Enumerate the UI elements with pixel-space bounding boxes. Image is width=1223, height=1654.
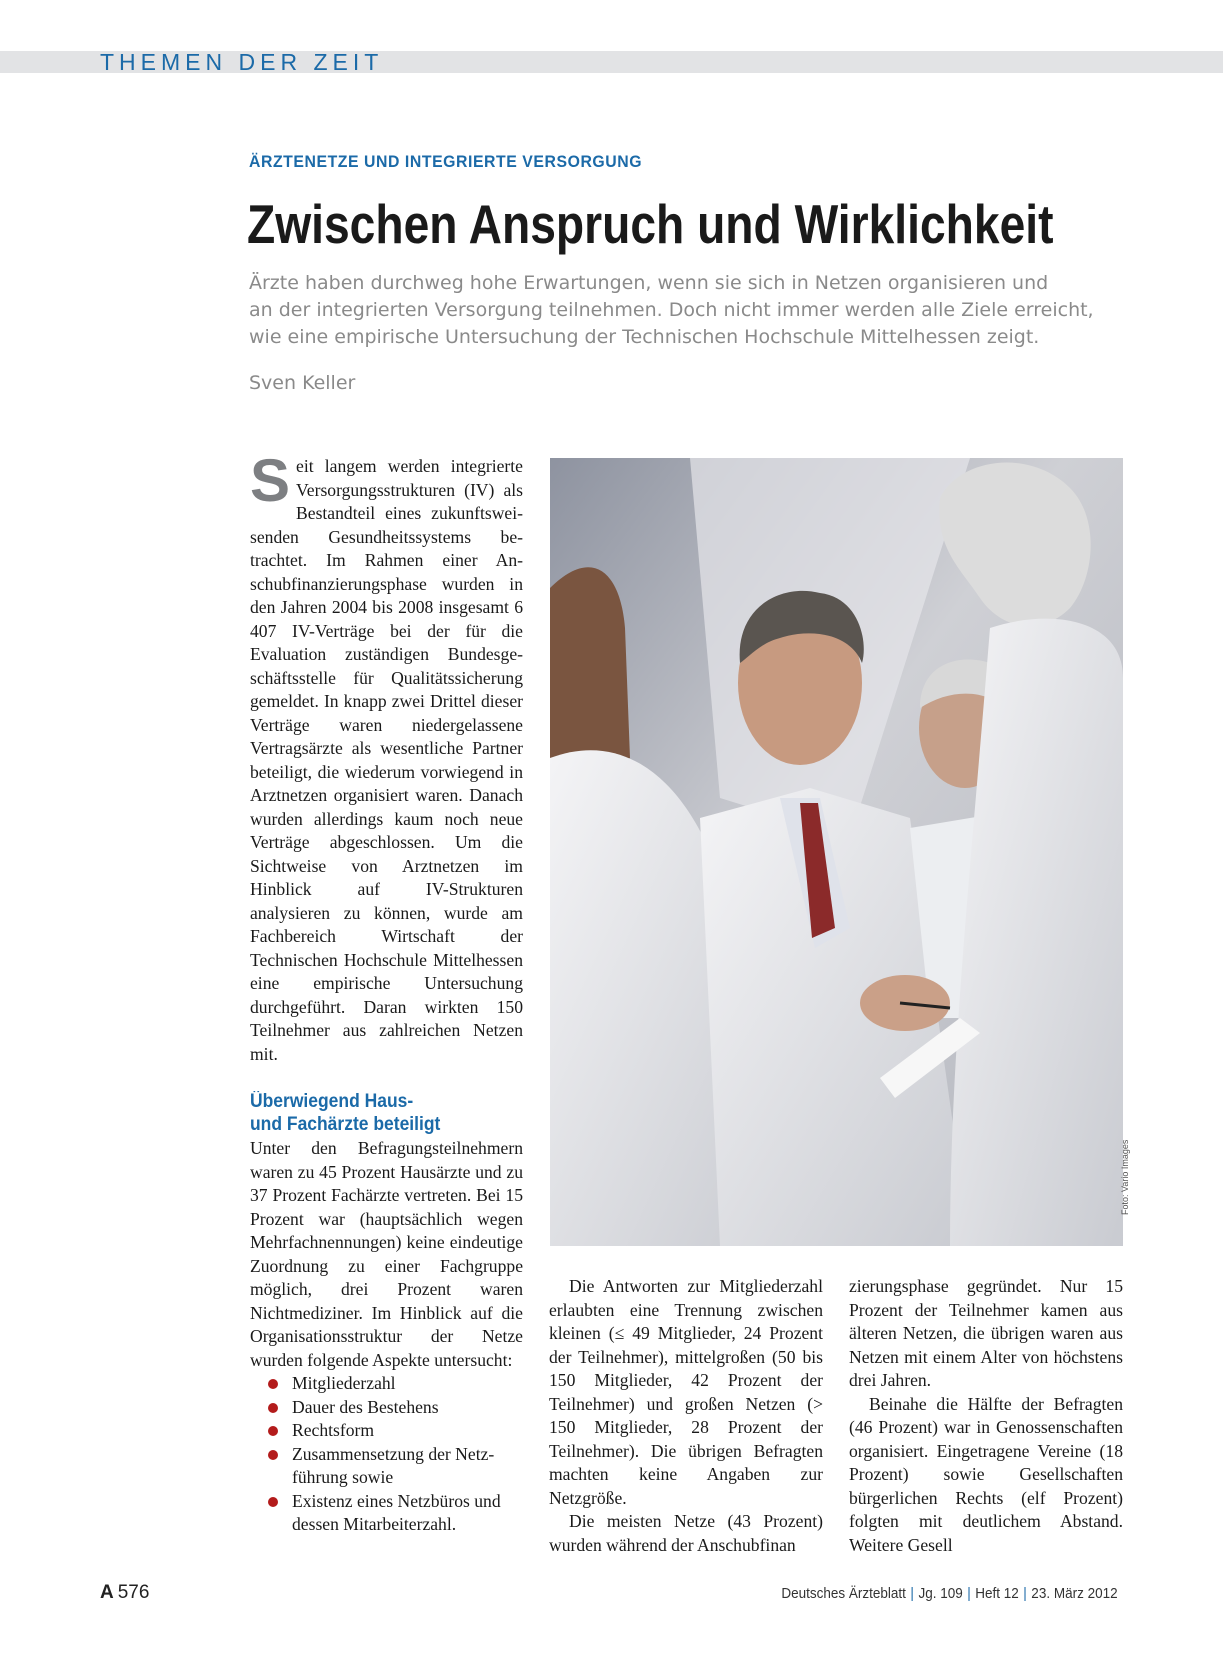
paragraph: zierungsphase gegründet. Nur 15 Prozent der Teilnehmer kamen aus älteren Netzen, die übrigen waren aus Netzen mit einem Alter von höchstens drei Jahren.	[849, 1276, 1123, 1390]
divider: |	[910, 1585, 915, 1602]
page-prefix: A	[100, 1582, 114, 1603]
paragraph: Beinahe die Hälfte der Befragten (46 Prozent) war in Genossenschaften organisiert. Eingetragene Vereine (18 Prozent) sowie Gesellschaften bürgerlichen Rechts (elf Prozent) folgten mit deutlichem Abstand. Weitere Gesell	[849, 1393, 1123, 1555]
text-column-2	[549, 1275, 823, 1557]
section-label: THEMEN DER ZEIT	[100, 49, 384, 75]
journal-name: Deutsches Ärzteblatt	[781, 1585, 907, 1602]
intro-line: wie eine empirische Untersuchung der Technischen Hochschule Mittelhessen zeigt.	[249, 326, 1040, 348]
paragraph: Unter den Befragungsteilnehmern waren zu 45 Prozent Hausärzte und zu 37 Prozent Fachärzte vertreten. Bei 15 Prozent war (hauptsächlich wegen Mehrfachnennungen) keine eindeutige Zuordnung zu einer Fachgruppe möglich, drei Prozent waren Nichtmediziner. Im Hinblick auf die Organisationsstruktur der Netze wurden folgende Aspekte untersucht:	[250, 1138, 523, 1370]
subheading-line: und Fachärzte beteiligt	[250, 1114, 441, 1135]
bullet-item: Zusammensetzung der Netzführung sowie	[292, 1443, 523, 1490]
intro-line: an der integrierten Versorgung teilnehmen. Doch nicht immer werden alle Ziele erreicht,	[249, 299, 1094, 321]
paragraph	[250, 447, 523, 1066]
paragraph: Die Antworten zur Mitgliederzahl erlaubten eine Trennung zwischen kleinen (≤ 49 Mitglieder, 24 Prozent der Teilnehmer), mittelgroßen (50 bis 150 Mitglieder, 42 Prozent der Teilnehmer) und großen Netzen (> 150 Mitglieder, 28 Prozent der Teilnehmer). Die übrigen Befragten machten keine Angaben zur Netzgröße.	[549, 1276, 823, 1508]
bullet-item: Dauer des Bestehens	[292, 1396, 523, 1420]
article-kicker: ÄRZTENETZE UND INTEGRIERTE VERSORGUNG	[249, 152, 643, 171]
bullet-item: Existenz eines Netzbüros und dessen Mitarbeiterzahl.	[292, 1490, 523, 1537]
page-number	[100, 1582, 149, 1604]
intro-line: Ärzte haben durchweg hohe Erwartungen, wenn sie sich in Netzen organisieren und	[249, 272, 1049, 294]
divider: |	[967, 1585, 972, 1602]
bullet-item: Rechtsform	[292, 1419, 523, 1443]
article-intro	[249, 270, 1129, 351]
journal-date: 23. März 2012	[1031, 1585, 1118, 1602]
paragraph: Die meisten Netze (43 Prozent) wurden während der Anschubfinan	[549, 1511, 823, 1555]
subheading	[250, 1090, 501, 1136]
paragraph-text: eit langem werden integrierte Versorgungsstrukturen (IV) als Bestandteil eines zukunftsweisenden Gesundheitssystems betrachtet. Im Rahmen einer Anschubfinanzierungsphase wurden in den Jahren 2004 bis 2008 insgesamt 6 407 IV-Verträge bei der für die Evaluation zuständigen Bundesgeschäftsstelle für Qualitätssicherung gemeldet. In knapp zwei Drittel dieser Verträge waren niedergelassene Vertragsärzte als wesentliche Partner beteiligt, die wiederum vorwiegend in Arztnetzen organisiert waren. Danach wurden allerdings kaum noch neue Verträge abgeschlossen. Um die Sichtweise von Arztnetzen im Hinblick auf IV-Strukturen analysieren zu können, wurde am Fachbereich Wirtschaft der Technischen Hochschule Mittelhessen eine empirische Untersuchung durchgeführt. Daran wirkten 150 Teilnehmer aus zahlreichen Netzen mit.	[250, 456, 523, 1064]
text-column-1	[250, 447, 523, 1537]
subheading-line: Überwiegend Haus-	[250, 1091, 414, 1112]
article-author: Sven Keller	[249, 372, 356, 394]
photo-credit: Foto: Vario Images	[1120, 1139, 1130, 1215]
journal-issue: Heft 12	[975, 1585, 1020, 1602]
bullet-list	[250, 1372, 523, 1537]
bullet-item: Mitgliederzahl	[292, 1372, 523, 1396]
doctors-illustration	[550, 458, 1123, 1246]
article-photo	[550, 458, 1123, 1246]
drop-cap: S	[250, 447, 291, 514]
text-column-3	[849, 1275, 1123, 1557]
article-title: Zwischen Anspruch und Wirklichkeit	[247, 193, 1054, 255]
page-number-value: 576	[117, 1582, 150, 1603]
journal-volume: Jg. 109	[918, 1585, 964, 1602]
journal-footer	[782, 1585, 1118, 1602]
divider: |	[1023, 1585, 1028, 1602]
